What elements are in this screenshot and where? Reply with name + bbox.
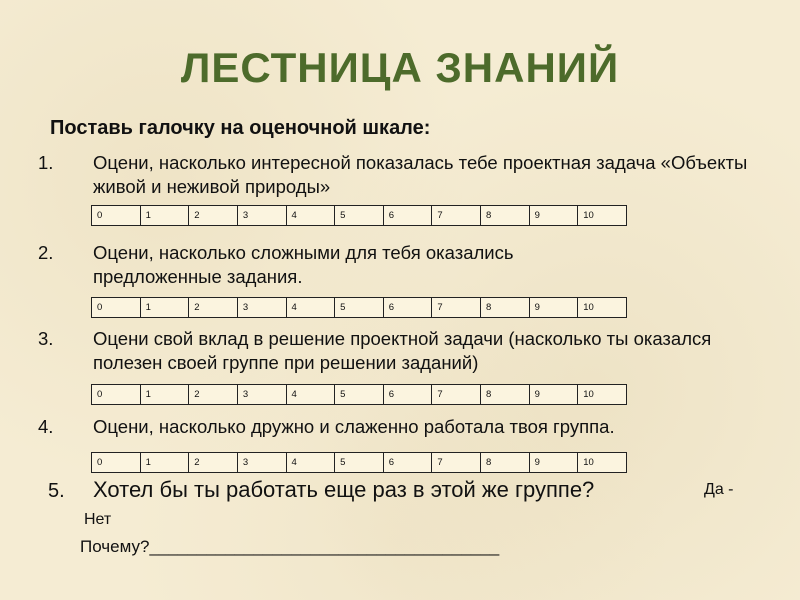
scale-cell[interactable]: 9 bbox=[529, 385, 578, 405]
scale-cell[interactable]: 7 bbox=[432, 453, 481, 473]
scale-cell[interactable]: 5 bbox=[335, 453, 384, 473]
scale-cell[interactable]: 6 bbox=[383, 385, 432, 405]
rating-scale-3 bbox=[91, 384, 627, 405]
answer-no[interactable]: Нет bbox=[84, 511, 112, 528]
rating-scale-2 bbox=[91, 297, 627, 318]
page-title: ЛЕСТНИЦА ЗНАНИЙ bbox=[180, 44, 620, 91]
scale-cell[interactable]: 8 bbox=[481, 206, 530, 226]
question-text: Оцени, насколько сложными для тебя оказались предложенные задания. bbox=[93, 242, 514, 287]
scale-cell[interactable]: 2 bbox=[189, 453, 238, 473]
scale-cell[interactable]: 9 bbox=[529, 453, 578, 473]
question-text: Оцени, насколько интересной показалась тебе проектная задача «Объекты живой и неживой природы» bbox=[93, 152, 748, 197]
scale-cell[interactable]: 3 bbox=[237, 298, 286, 318]
rating-scale-1 bbox=[91, 205, 627, 226]
scale-cell[interactable]: 7 bbox=[432, 298, 481, 318]
scale-cell[interactable]: 7 bbox=[432, 385, 481, 405]
scale-cell[interactable]: 8 bbox=[481, 385, 530, 405]
rating-scale-4 bbox=[91, 452, 627, 473]
scale-cell[interactable]: 4 bbox=[286, 298, 335, 318]
scale-cell[interactable]: 10 bbox=[578, 206, 627, 226]
scale-cell[interactable]: 10 bbox=[578, 453, 627, 473]
scale-cell[interactable]: 1 bbox=[140, 453, 189, 473]
scale-cell[interactable]: 0 bbox=[92, 298, 141, 318]
question-number: 5. bbox=[48, 480, 65, 502]
scale-cell[interactable]: 2 bbox=[189, 385, 238, 405]
question-text: Оцени свой вклад в решение проектной задачи (насколько ты оказался полезен своей группе при решении заданий) bbox=[93, 328, 712, 373]
question-number: 4. bbox=[38, 416, 54, 437]
scale-cell[interactable]: 4 bbox=[286, 385, 335, 405]
scale-cell[interactable]: 10 bbox=[578, 298, 627, 318]
question-text: Хотел бы ты работать еще раз в этой же группе? bbox=[93, 477, 595, 502]
question-number: 1. bbox=[38, 152, 54, 173]
scale-cell[interactable]: 0 bbox=[92, 453, 141, 473]
scale-cell[interactable]: 0 bbox=[92, 385, 141, 405]
scale-cell[interactable]: 2 bbox=[189, 298, 238, 318]
scale-cell[interactable]: 7 bbox=[432, 206, 481, 226]
scale-cell[interactable]: 8 bbox=[481, 298, 530, 318]
scale-cell[interactable]: 1 bbox=[140, 298, 189, 318]
scale-cell[interactable]: 4 bbox=[286, 453, 335, 473]
scale-cell[interactable]: 1 bbox=[140, 206, 189, 226]
instruction-heading: Поставь галочку на оценочной шкале: bbox=[50, 117, 431, 139]
scale-cell[interactable]: 3 bbox=[237, 453, 286, 473]
scale-cell[interactable]: 3 bbox=[237, 385, 286, 405]
scale-cell[interactable]: 9 bbox=[529, 298, 578, 318]
scale-cell[interactable]: 5 bbox=[335, 298, 384, 318]
question-text: Оцени, насколько дружно и слаженно работала твоя группа. bbox=[93, 416, 615, 437]
scale-cell[interactable]: 8 bbox=[481, 453, 530, 473]
scale-cell[interactable]: 0 bbox=[92, 206, 141, 226]
scale-cell[interactable]: 1 bbox=[140, 385, 189, 405]
scale-cell[interactable]: 5 bbox=[335, 385, 384, 405]
scale-cell[interactable]: 9 bbox=[529, 206, 578, 226]
scale-cell[interactable]: 5 bbox=[335, 206, 384, 226]
scale-cell[interactable]: 4 bbox=[286, 206, 335, 226]
question-number: 2. bbox=[38, 242, 54, 263]
scale-cell[interactable]: 6 bbox=[383, 298, 432, 318]
why-answer-line[interactable]: Почему?_____________________________________ bbox=[80, 537, 500, 556]
scale-cell[interactable]: 2 bbox=[189, 206, 238, 226]
question-number: 3. bbox=[38, 328, 54, 349]
scale-cell[interactable]: 3 bbox=[237, 206, 286, 226]
scale-cell[interactable]: 10 bbox=[578, 385, 627, 405]
scale-cell[interactable]: 6 bbox=[383, 453, 432, 473]
answer-yes[interactable]: Да - bbox=[704, 481, 734, 498]
scale-cell[interactable]: 6 bbox=[383, 206, 432, 226]
